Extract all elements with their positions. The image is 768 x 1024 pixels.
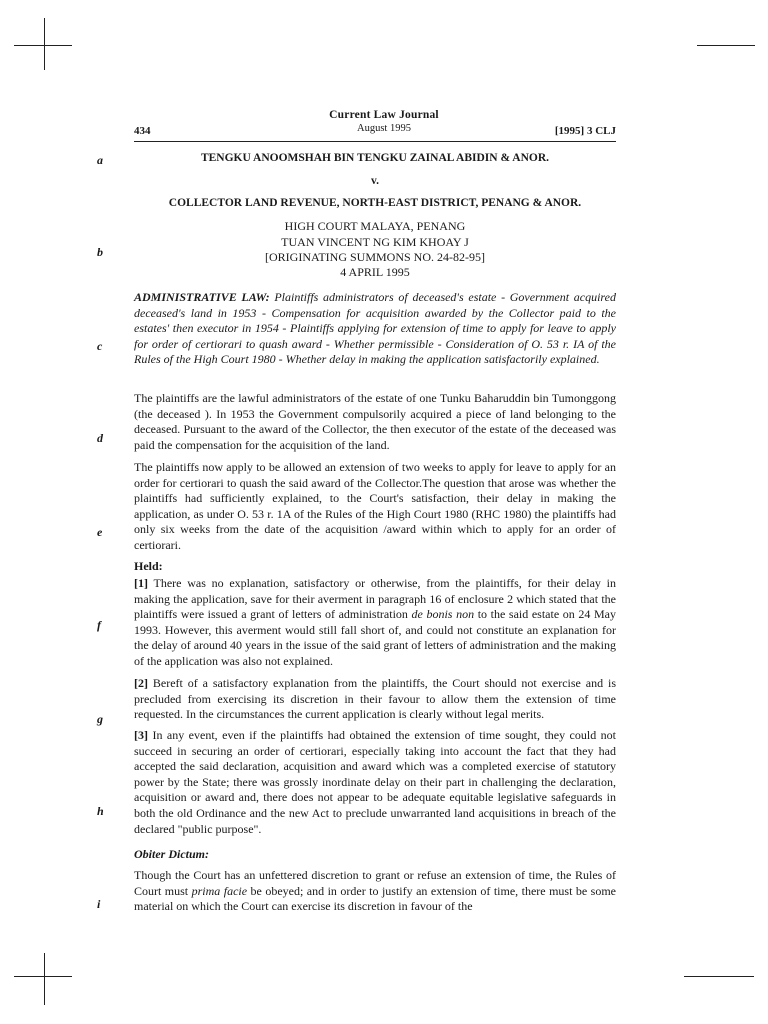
crop-mark-top-left-h (14, 45, 72, 46)
margin-letter-d: d (97, 431, 103, 445)
catchwords-text: Plaintiffs administrators of deceased's estate - Government acquired deceased's land in 1953 - Compensation for acquisition awarded by the Collector paid to the estates' then executor in 1954 - Plaintiffs applying for extension of time to apply for leave to apply for order of certiorari to quash award - Whether permissible - Consideration of O. 53 r. IA of the Rules of the High Court 1980 - Whether delay in making the application satisfactorily explained. (134, 290, 616, 367)
facts-paragraph-2: The plaintiffs now apply to be allowed an extension of two weeks to apply for leave to apply for an order for certiorari to quash the said award of the Collector.The question that arose was whether the plaintiffs had sufficiently explained, to the Court's satisfaction, their delay in making the application, as under O. 53 r. 1A of the Rules of the High Court 1980 (RHC 1980) the plaintiffs had only six weeks from the date of the acquisition /award within which to apply for an order of certiorari. (134, 460, 616, 552)
crop-mark-bottom-right-h (684, 976, 754, 977)
journal-title: Current Law Journal (329, 109, 439, 121)
held-item-3 (134, 728, 616, 837)
margin-letter-e: e (97, 525, 103, 539)
held-item-3-number: [3] (134, 728, 148, 742)
held-item-2 (134, 676, 616, 723)
court-name: HIGH COURT MALAYA, PENANG (284, 219, 466, 233)
margin-letter-i: i (97, 897, 101, 911)
margin-letter-f: f (97, 618, 101, 632)
crop-mark-bottom-left-h (14, 976, 72, 977)
decision-date: 4 APRIL 1995 (340, 265, 410, 279)
plaintiff-name: TENGKU ANOOMSHAH BIN TENGKU ZAINAL ABIDIN & ANOR. (200, 152, 550, 164)
obiter-text-a: Though the Court has an unfettered discretion to grant or refuse an extension of time, the Rules of Court must (134, 868, 616, 898)
obiter-text-b: be obeyed; and in order to justify an extension of time, there must be some material on which the Court can exercise its discretion in favour of the (134, 883, 616, 914)
margin-letter-c: c (97, 339, 103, 353)
margin-letter-b: b (97, 245, 103, 259)
page-number: 434 (134, 125, 151, 137)
crop-mark-top-left-v (44, 18, 45, 70)
catchwords-subject: ADMINISTRATIVE LAW: (134, 290, 270, 304)
obiter-latin: prima facie (191, 883, 248, 898)
margin-letter-a: a (97, 153, 103, 167)
held-item-2-text: Bereft of a satisfactory explanation from the plaintiffs, the Court should not exercise and is precluded from exercising its discretion in their favour to allow them the extension of time requested. In the circumstances the current application is clearly without legal merits. (134, 676, 616, 722)
held-item-3-text: In any event, even if the plaintiffs had obtained the extension of time sought, they could not succeed in securing an order of certiorari, especially taking into account the fact that they had accepted the said declaration, acquisition and award which was a completed exercise of statutory power by the State; there was grossly inordinate delay on their part in challenging the declaration, acquisition or award and, there does not appear to be adequate equitable legislative safeguards in both the old Ordinance and the new Act to preclude unwarranted land acquisitions in breach of the declared "public purpose". (134, 728, 616, 836)
facts-paragraph-1: The plaintiffs are the lawful administrators of the estate of one Tunku Baharuddin bin Tumonggong (the deceased ). In 1953 the Government compulsorily acquired a piece of land belonging to the deceased. Pursuant to the award of the Collector, the then executor of the estate of the deceased was paid the compensation for the acquisition of the land. (134, 391, 616, 452)
crop-mark-bottom-left-v (44, 953, 45, 1005)
held-item-1-latin: de bonis non (411, 607, 475, 622)
held-item-1-text-a: There was no explanation, satisfactory or otherwise, from the plaintiffs, for their delay in making the application, save for their averment in paragraph 16 of enclosure 2 which stated that the plaintiffs were issued a grant of letters of administration (134, 576, 616, 622)
catchwords (134, 290, 616, 368)
crop-mark-top-right-h (697, 45, 755, 46)
judge-name: TUAN VINCENT NG KIM KHOAY J (281, 235, 469, 249)
margin-letter-h: h (97, 804, 104, 818)
held-item-1-text-b: to the said estate on 24 May 1993. However, this averment would still fall short of, and could not constitute an explanation for the delay of around 40 years in the issue of the said grant of letters of administration and the making of the application was also not explained. (134, 607, 616, 668)
summons-number: [ORIGINATING SUMMONS NO. 24-82-95] (265, 250, 485, 264)
held-item-2-number: [2] (134, 676, 148, 690)
obiter-heading: Obiter Dictum: (134, 847, 209, 861)
issue-date: August 1995 (357, 123, 411, 134)
header-rule (134, 141, 616, 142)
citation: [1995] 3 CLJ (554, 125, 616, 137)
held-item-1 (134, 576, 616, 670)
obiter-paragraph (134, 868, 616, 915)
held-item-1-number: [1] (134, 576, 148, 590)
defendant-name: COLLECTOR LAND REVENUE, NORTH-EAST DISTRICT, PENANG & ANOR. (168, 197, 582, 209)
versus: v. (371, 175, 379, 187)
margin-letter-g: g (97, 712, 103, 726)
held-heading: Held: (134, 559, 163, 573)
